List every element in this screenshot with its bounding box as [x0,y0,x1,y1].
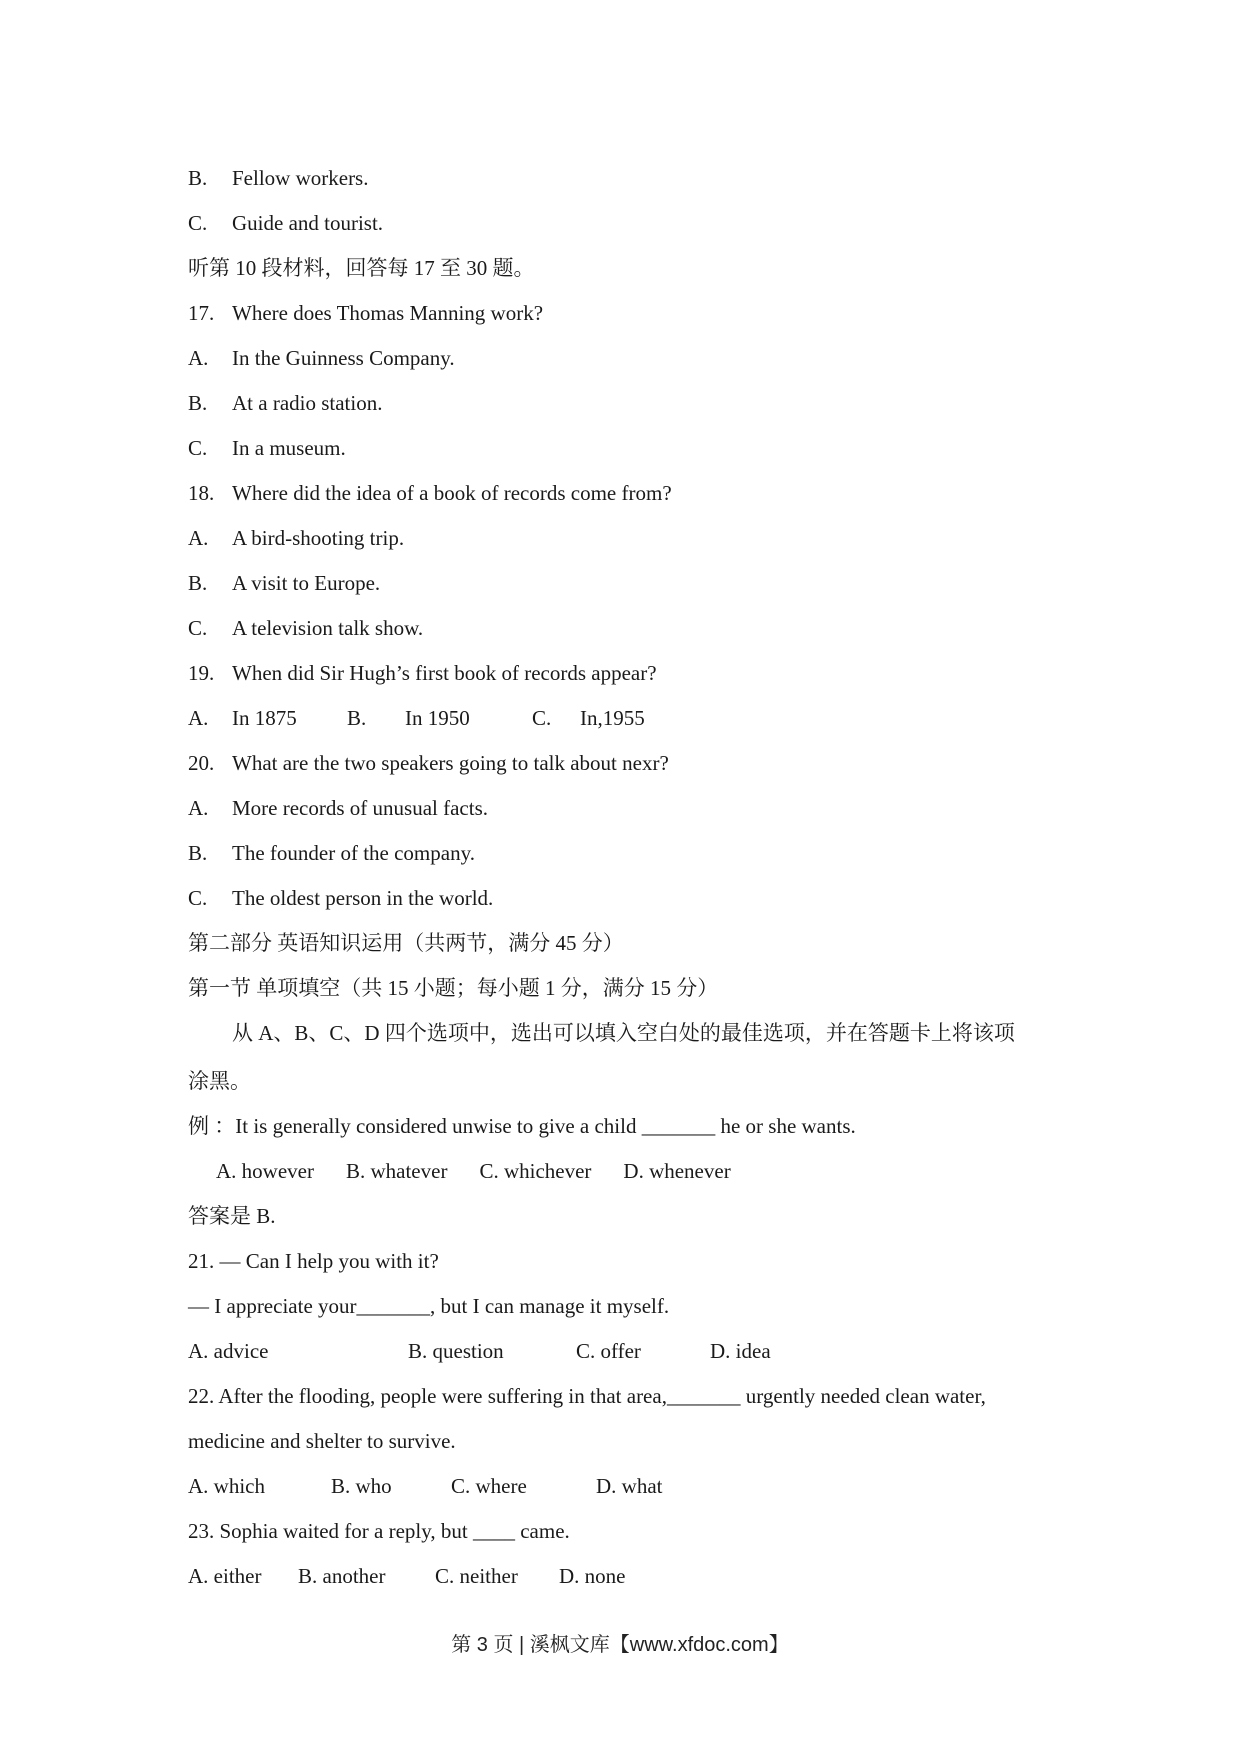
example-options: A. however B. whatever C. whichever D. whenever [216,1159,731,1183]
option-row: A. advice B. question C. offer D. idea [188,1339,771,1363]
instruction-line: 听第 10 段材料，回答每 17 至 30 题。 [188,256,535,280]
option-row: A. either B. another C. neither D. none [188,1564,626,1588]
page-content [188,163,1068,1606]
option-line: B. Fellow workers. [188,166,369,190]
question-23: 23. Sophia waited for a reply, but ____ came. [188,1519,570,1543]
part-heading: 第二部分 英语知识运用（共两节，满分 45 分） [188,931,624,955]
question-17: 17. Where does Thomas Manning work? [188,301,544,325]
option-line: C. The oldest person in the world. [188,886,494,910]
question-20: 20. What are the two speakers going to talk about nexr? [188,751,669,775]
question-21-reply: — I appreciate your_______, but I can manage it myself. [188,1294,670,1318]
section-heading: 第一节 单项填空（共 15 小题；每小题 1 分，满分 15 分） [188,976,719,1000]
option-line: C. A television talk show. [188,616,424,640]
instruction-line: 从 A、B、C、D 四个选项中，选出可以填入空白处的最佳选项，并在答题卡上将该项 [232,1021,1015,1045]
option-line: C. In a museum. [188,436,346,460]
example-answer: 答案是 B. [188,1204,276,1228]
option-line: C. Guide and tourist. [188,211,384,235]
option-line: A. In the Guinness Company. [188,346,455,370]
page-footer: 第 3 页 | 溪枫文库【www.xfdoc.com】 [451,1634,789,1656]
instruction-line: 涂黑。 [188,1069,251,1093]
question-19: 19. When did Sir Hugh’s first book of records appear? [188,661,657,685]
option-line: A. More records of unusual facts. [188,796,488,820]
question-22: 22. After the flooding, people were suffering in that area,_______ urgently needed clean water, [188,1384,986,1408]
question-22-cont: medicine and shelter to survive. [188,1429,456,1453]
option-line: B. A visit to Europe. [188,571,381,595]
option-row: A. In 1875 B. In 1950 C. In,1955 [188,706,645,730]
option-row: A. which B. who C. where D. what [188,1474,663,1498]
option-line: A. A bird-shooting trip. [188,526,405,550]
question-18: 18. Where did the idea of a book of records come from? [188,481,672,505]
question-21: 21. — Can I help you with it? [188,1249,439,1273]
example-question: 例 ：It is generally considered unwise to give a child _______ he or she wants. [188,1114,856,1138]
option-line: B. At a radio station. [188,391,383,415]
option-line: B. The founder of the company. [188,841,475,865]
